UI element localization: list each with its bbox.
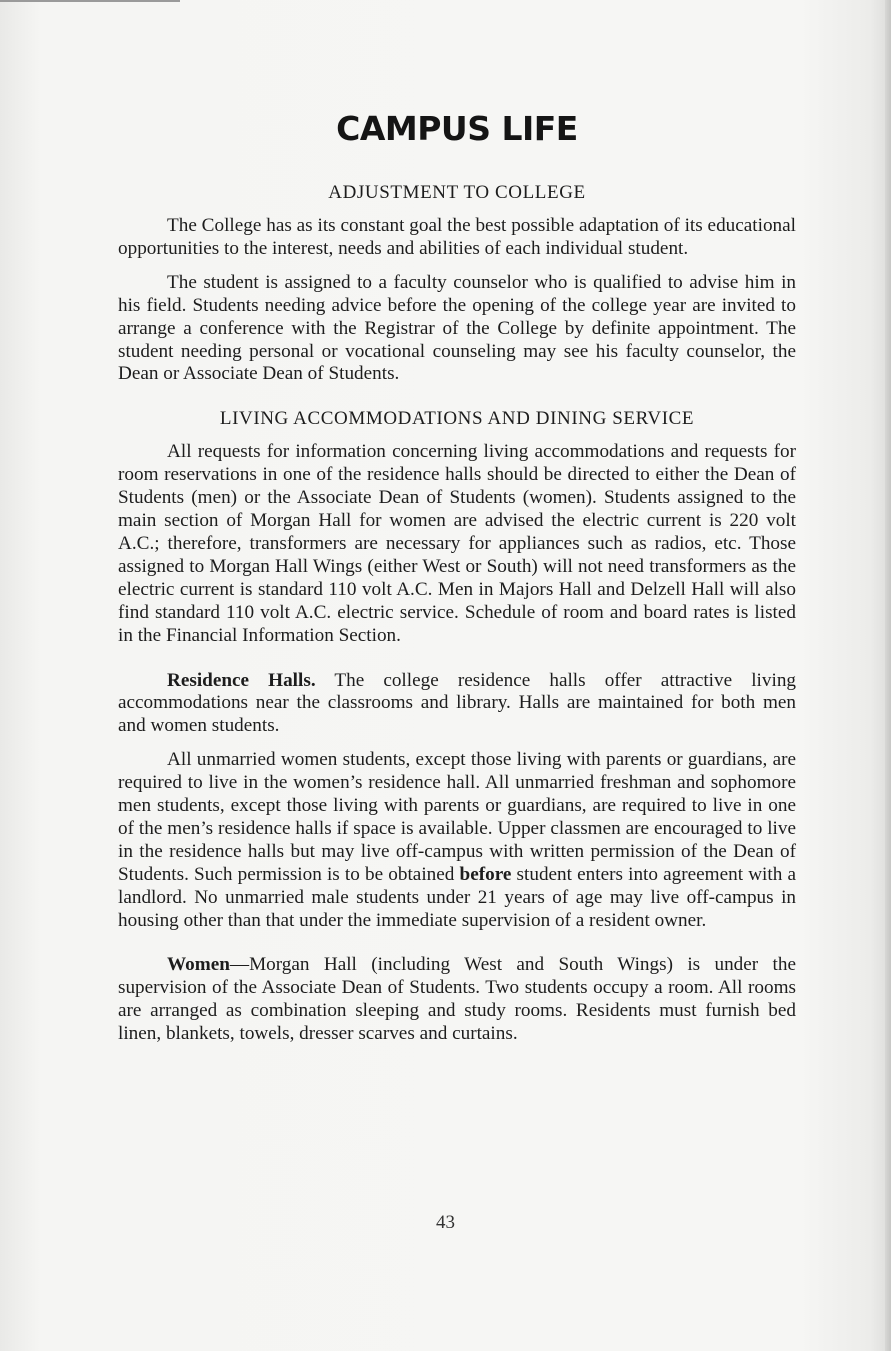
top-rule (0, 0, 180, 2)
residence-halls-text: The college residence halls offer attractive living accommodations near the classrooms and library. Halls are maintained for both men and women students. (118, 669, 797, 737)
residence-requirements-text-1: All unmarried women students, except those living with parents or guardians, are required to live in the women’s residence hall. All unmarried freshman and sophomore men students, except those living with parents or guardians, are required to live in one of the men’s residence halls if space is available. Upper classmen are encouraged to live in the residence halls but may live off-campus with written permission of the Dean of Students. Such permission is to be obtained (118, 749, 796, 885)
page-edge (885, 0, 891, 1351)
adjustment-paragraph-2: The student is assigned to a faculty counselor who is qualified to advise him in his field. Students needing advice before the opening of the college year are invited to arrange a conference with the Registrar of the College by definite appointment. The student needing personal or vocational counseling may see his faculty counselor, the Dean or Associate Dean of Students. (118, 271, 796, 385)
adjustment-paragraph-1: The College has as its constant goal the best possible adaptation of its educational opportunities to the interest, needs and abilities of each individual student. (118, 215, 796, 259)
residence-halls-paragraph (118, 670, 796, 739)
residence-requirements-text-2: student enters into agreement with a landlord. No unmarried male students under 21 years of age may live off-campus in housing other than that under the immediate supervision of a resident owner. (118, 863, 796, 931)
residence-requirements-paragraph (118, 749, 796, 932)
living-paragraph-1: All requests for information concerning living accommodations and requests for room reservations in one of the residence halls should be directed to either the Dean of Students (men) or the Associate Dean of Students (women). Students assigned to the main section of Morgan Hall for women are advised the electric current is 220 volt A.C.; therefore, transformers are necessary for appliances such as radios, etc. Those assigned to Morgan Hall Wings (either West or South) will not need transformers as the electric current is standard 110 volt A.C. Men in Majors Hall and Delzell Hall will also find standard 110 volt A.C. electric service. Schedule of room and board rates is listed in the Financial Information Section. (118, 441, 796, 646)
women-lead: Women (167, 954, 230, 976)
page-number: 43 (436, 1212, 455, 1233)
women-text: —Morgan Hall (including West and South Wings) is under the supervision of the Associate Dean of Students. Two students occupy a room. All rooms are arranged as combination sleeping and study rooms. Residents must furnish bed linen, blankets, towels, dresser scarves and curtains. (118, 954, 796, 1045)
section-heading-living: LIVING ACCOMMODATIONS AND DINING SERVICE (219, 408, 695, 430)
page-title: CAMPUS LIFE (336, 109, 578, 148)
residence-halls-lead: Residence Halls. (167, 669, 316, 691)
residence-requirements-emphasis: before (459, 863, 512, 885)
section-heading-adjustment: ADJUSTMENT TO COLLEGE (328, 182, 586, 203)
page-content (118, 104, 796, 1057)
women-paragraph (118, 954, 796, 1046)
